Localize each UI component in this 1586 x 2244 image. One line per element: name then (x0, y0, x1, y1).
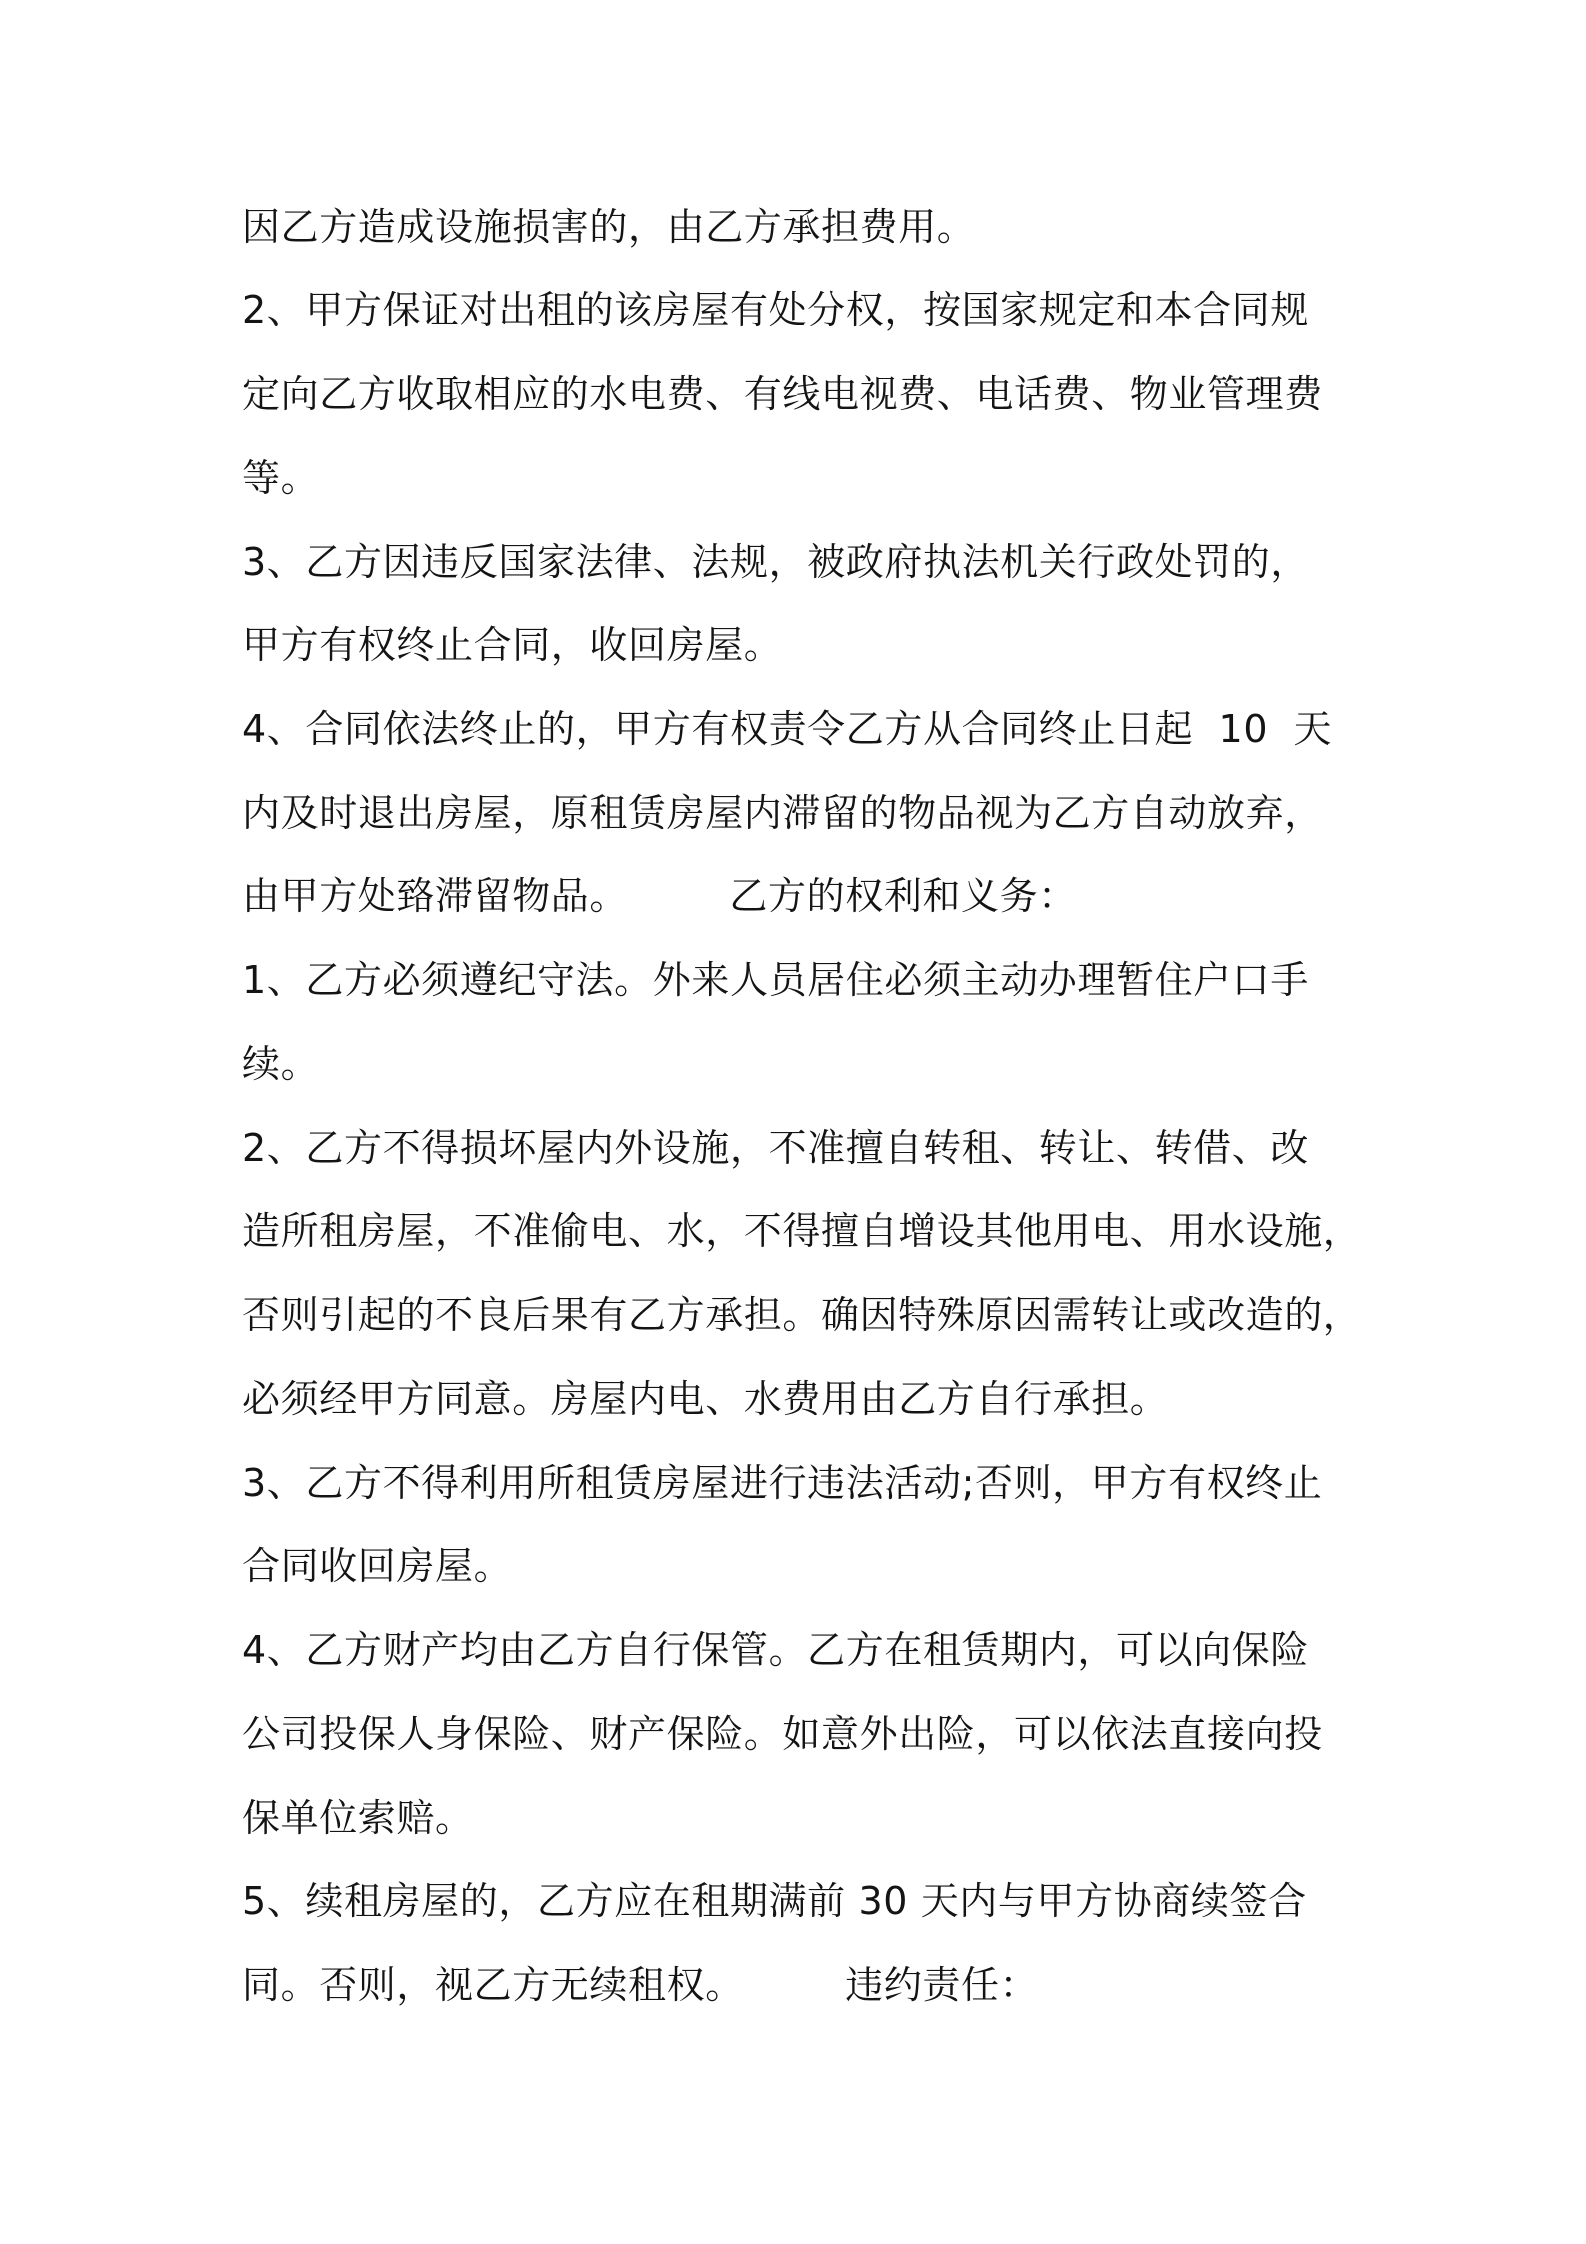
text-line: 4、合同依法终止的，甲方有权责令乙方从合同终止日起 10 天 (242, 707, 1333, 751)
text-line: 2、甲方保证对出租的该房屋有处分权，按国家规定和本合同规 (242, 288, 1309, 332)
text-line: 否则引起的不良后果有乙方承担。确因特殊原因需转让或改造的， (242, 1293, 1362, 1337)
text-line: 由甲方处臵滞留物品。 乙方的权利和义务： (242, 874, 1077, 918)
text-line: 同。否则，视乙方无续租权。 违约责任： (242, 1963, 1039, 2007)
text-line: 2、乙方不得损坏屋内外设施，不准擅自转租、转让、转借、改 (242, 1126, 1309, 1170)
text-line: 5、续租房屋的，乙方应在租期满前 30 天内与甲方协商续签合 (242, 1879, 1307, 1923)
text-line: 3、乙方不得利用所租赁房屋进行违法活动;否则，甲方有权终止 (242, 1461, 1323, 1505)
text-line: 3、乙方因违反国家法律、法规，被政府执法机关行政处罚的， (242, 540, 1309, 584)
text-line: 合同收回房屋。 (242, 1544, 513, 1588)
text-line: 内及时退出房屋，原租赁房屋内滞留的物品视为乙方自动放弃， (242, 791, 1323, 835)
text-line: 因乙方造成设施损害的，由乙方承担费用。 (242, 205, 976, 249)
text-line: 公司投保人身保险、财产保险。如意外出险，可以依法直接向投 (242, 1712, 1323, 1756)
text-line: 定向乙方收取相应的水电费、有线电视费、电话费、物业管理费 (242, 372, 1323, 416)
text-line: 4、乙方财产均由乙方自行保管。乙方在租赁期内，可以向保险 (242, 1628, 1309, 1672)
text-line: 续。 (242, 1042, 320, 1086)
text-line: 必须经甲方同意。房屋内电、水费用由乙方自行承担。 (242, 1377, 1169, 1421)
text-line: 造所租房屋，不准偷电、水，不得擅自增设其他用电、用水设施， (242, 1209, 1362, 1253)
text-line: 1、乙方必须遵纪守法。外来人员居住必须主动办理暂住户口手 (242, 958, 1309, 1002)
text-line: 保单位索赔。 (242, 1796, 474, 1840)
text-line: 甲方有权终止合同，收回房屋。 (242, 623, 783, 667)
text-line: 等。 (242, 456, 320, 500)
